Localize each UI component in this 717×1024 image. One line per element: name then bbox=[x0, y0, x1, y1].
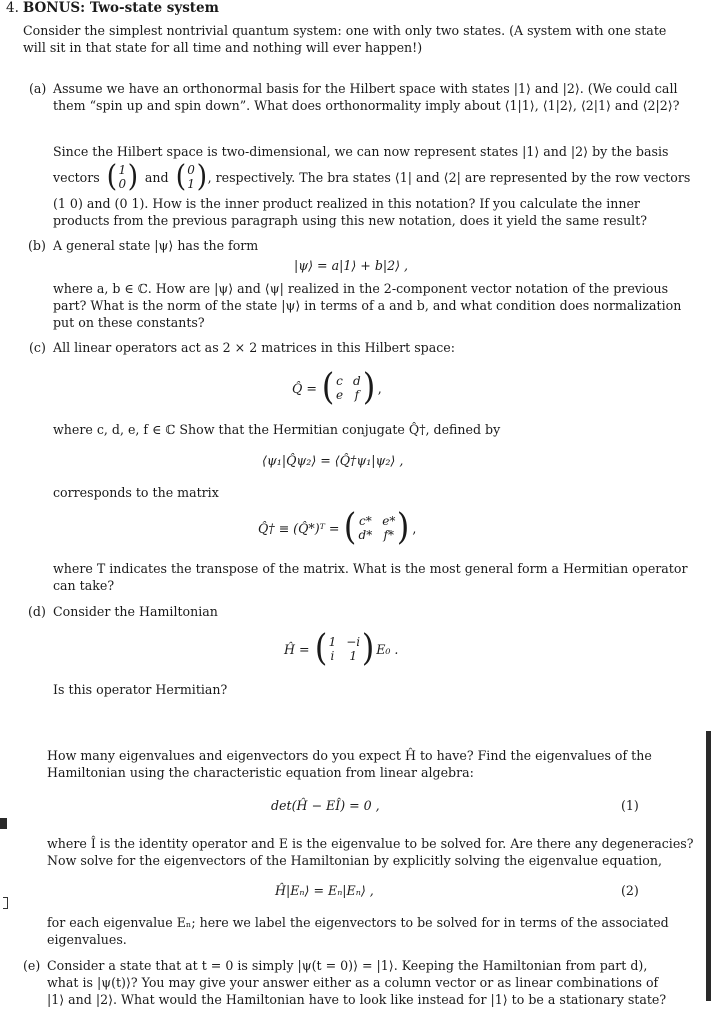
part-c-line-1: All linear operators act as 2 × 2 matrices in this Hilbert space: bbox=[53, 340, 456, 355]
left-margin-bracket bbox=[3, 897, 8, 909]
vectors-word: vectors bbox=[53, 169, 100, 185]
part-c-line-4: where T indicates the transpose of the matrix. What is the most general form a Hermitian operator bbox=[53, 561, 688, 576]
and-word: and bbox=[144, 169, 169, 185]
part-a-p1-line-2: them “spin up and spin down”. What does orthonormality imply about ⟨1|1⟩, ⟨1|2⟩, ⟨2|1⟩ and ⟨2|2⟩? bbox=[53, 98, 680, 113]
part-c-line-3: corresponds to the matrix bbox=[53, 485, 219, 500]
problem-title bbox=[6, 0, 219, 17]
part-c-label: (c) bbox=[29, 340, 46, 355]
part-d-label: (d) bbox=[28, 604, 46, 619]
equation-number-1: (1) bbox=[621, 798, 639, 813]
hamiltonian-lhs: Ĥ = bbox=[284, 641, 310, 657]
eq3-lhs: Q̂† ≡ (Q̂*)ᵀ = bbox=[258, 520, 340, 536]
vectors-tail: , respectively. The bra states ⟨1| and ⟨2| are represented by the row vectors bbox=[207, 169, 691, 185]
intro-line-1: Consider the simplest nontrivial quantum system: one with only two states. (A system with one state bbox=[23, 23, 667, 38]
eq1-lhs: Q̂ = bbox=[292, 380, 317, 396]
part-c-eq2: ⟨ψ₁|Q̂ψ₂⟩ = ⟨Q̂†ψ₁|ψ₂⟩ , bbox=[262, 453, 404, 468]
basis-vector-2: ( 0 1 ) bbox=[175, 159, 208, 194]
part-a-vectors-line bbox=[53, 160, 690, 194]
equation-number-2: (2) bbox=[621, 883, 639, 898]
part-b-line-2: where a, b ∈ ℂ. How are |ψ⟩ and ⟨ψ| realized in the 2-component vector notation of the previous bbox=[53, 281, 669, 296]
part-b-label: (b) bbox=[28, 238, 46, 253]
hermitian-conjugate-matrix: ( c* e* d* f* ) bbox=[344, 507, 410, 548]
part-c-eq3 bbox=[258, 508, 416, 548]
eq1-tail: , bbox=[377, 380, 382, 396]
part-d-p2-line-1: How many eigenvalues and eigenvectors do you expect Ĥ to have? Find the eigenvalues of the bbox=[47, 748, 652, 763]
right-margin-bar bbox=[706, 731, 711, 1001]
part-a-label: (a) bbox=[29, 81, 47, 96]
part-b-line-3: part? What is the norm of the state |ψ⟩ in terms of a and b, and what condition does normalization bbox=[53, 298, 682, 313]
part-b-line-4: put on these constants? bbox=[53, 315, 205, 330]
hamiltonian-matrix: ( 1 −i i 1 ) bbox=[314, 628, 375, 669]
part-c-eq1 bbox=[292, 368, 382, 408]
hamiltonian-tail: E₀ . bbox=[376, 641, 399, 657]
intro-line-2: will sit in that state for all time and nothing will ever happen!) bbox=[23, 40, 423, 55]
eigenvalue-equation: Ĥ|Eₙ⟩ = Eₙ|Eₙ⟩ , bbox=[275, 883, 374, 898]
part-b-line-1: A general state |ψ⟩ has the form bbox=[53, 238, 259, 253]
part-d-p2-line-2: Hamiltonian using the characteristic equation from linear algebra: bbox=[47, 765, 474, 780]
part-e-label: (e) bbox=[23, 958, 41, 973]
part-a-p2-line-1: Since the Hilbert space is two-dimensional, we can now represent states |1⟩ and |2⟩ by the basis bbox=[53, 144, 669, 159]
part-e-line-2: what is |ψ(t)⟩? You may give your answer either as a column vector or as linear combinations of bbox=[47, 975, 659, 990]
basis-vector-1: ( 1 0 ) bbox=[106, 159, 139, 194]
problem-number: 4. bbox=[6, 0, 19, 16]
part-d-hamiltonian-eq bbox=[284, 629, 398, 669]
part-c-line-2: where c, d, e, f ∈ ℂ Show that the Hermitian conjugate Q̂†, defined by bbox=[53, 422, 501, 437]
characteristic-equation: det(Ĥ − EÎ) = 0 , bbox=[271, 798, 380, 813]
part-a-p1-line-1: Assume we have an orthonormal basis for the Hilbert space with states |1⟩ and |2⟩. (We could call bbox=[53, 81, 678, 96]
part-d-question: Is this operator Hermitian? bbox=[53, 682, 228, 697]
left-margin-mark bbox=[0, 818, 7, 829]
part-c-line-5: can take? bbox=[53, 578, 115, 593]
part-a-p2-line-4: products from the previous paragraph using this new notation, does it yield the same result? bbox=[53, 213, 648, 228]
part-d-p4-line-1: for each eigenvalue Eₙ; here we label the eigenvectors to be solved for in terms of the associated bbox=[47, 915, 669, 930]
part-b-equation: |ψ⟩ = a|1⟩ + b|2⟩ , bbox=[294, 258, 409, 273]
part-d-line-1: Consider the Hamiltonian bbox=[53, 604, 218, 619]
part-e-line-3: |1⟩ and |2⟩. What would the Hamiltonian have to look like instead for |1⟩ to be a stationary state? bbox=[47, 992, 667, 1007]
operator-matrix-q: ( c d e f ) bbox=[321, 367, 376, 408]
problem-heading: BONUS: Two-state system bbox=[22, 0, 219, 16]
part-e-line-1: Consider a state that at t = 0 is simply |ψ(t = 0)⟩ = |1⟩. Keeping the Hamiltonian from part d), bbox=[47, 958, 648, 973]
part-d-p3-line-1: where Î is the identity operator and E is the eigenvalue to be solved for. Are there any degeneracies? bbox=[47, 836, 694, 851]
eq3-tail: , bbox=[412, 520, 417, 536]
part-d-p3-line-2: Now solve for the eigenvectors of the Hamiltonian by explicitly solving the eigenvalue equation, bbox=[47, 853, 662, 868]
part-a-p2-line-3: (1 0) and (0 1). How is the inner product realized in this notation? If you calculate the inner bbox=[53, 196, 640, 211]
part-d-p4-line-2: eigenvalues. bbox=[47, 932, 127, 947]
